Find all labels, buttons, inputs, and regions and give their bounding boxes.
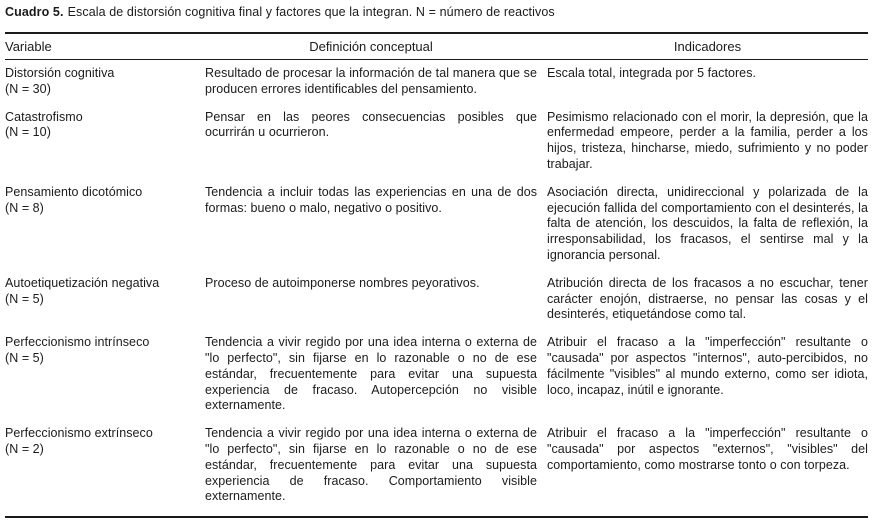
table-row xyxy=(5,110,868,173)
table-row xyxy=(5,426,868,505)
cell-indicadores: Asociación directa, unidireccional y polarizada de la ejecución fallida del comportamiento con el desinterés, la falta de atención, los descuidos, la falta de reflexión, la irresponsabilidad, los fracasos, el sentirse mal y la ignorancia personal. xyxy=(547,184,868,262)
cell-variable xyxy=(5,335,195,414)
table-row xyxy=(5,335,868,414)
cell-variable xyxy=(5,110,195,173)
variable-n: (N = 8) xyxy=(5,200,44,215)
variable-n: (N = 2) xyxy=(5,441,44,456)
table-caption xyxy=(5,0,868,20)
variable-n: (N = 30) xyxy=(5,81,51,96)
variable-n: (N = 5) xyxy=(5,291,44,306)
cell-variable xyxy=(5,185,195,264)
cell-indicadores: Atribuir el fracaso a la "imperfección" resultante o "causada" por aspectos "internos", auto-percibidos, no fácilmente "visibles" al mundo externo, como ser idiota, loco, incapaz, inútil e ignorante. xyxy=(547,335,868,397)
table-caption-text: Escala de distorsión cognitiva final y factores que la integran. N = número de reactivos xyxy=(67,5,555,19)
variable-name: Pensamiento dicotómico xyxy=(5,184,143,199)
cell-definicion: Resultado de procesar la información de tal manera que se producen errores identificables del pensamiento. xyxy=(205,66,537,96)
cell-definicion: Proceso de autoimponerse nombres peyorativos. xyxy=(205,275,480,290)
variable-name: Perfeccionismo extrínseco xyxy=(5,426,153,441)
column-header-variable: Variable xyxy=(5,39,52,54)
cell-indicadores: Escala total, integrada por 5 factores. xyxy=(547,66,757,80)
table-body xyxy=(5,60,868,516)
variable-name: Perfeccionismo intrínseco xyxy=(5,335,150,350)
table-header-row xyxy=(5,34,868,59)
variable-n: (N = 5) xyxy=(5,350,44,365)
column-header-definicion: Definición conceptual xyxy=(309,39,433,54)
cell-definicion: Tendencia a vivir regido por una idea interna o externa de "lo perfecto", sin fijarse en lo razonable o no de ese estándar, frecuentemente para evitar una supuesta experiencia de fracaso. Autopercepción no visible externamente. xyxy=(205,335,537,413)
cell-variable xyxy=(5,276,195,323)
table-row xyxy=(5,66,868,98)
cell-definicion: Tendencia a vivir regido por una idea interna o externa de "lo perfecto", sin fijarse en lo razonable o no de ese estándar, frecuentemente para evitar una supuesta experiencia de fracaso. Comportamiento visible externamente. xyxy=(205,426,537,504)
variable-n: (N = 10) xyxy=(5,125,51,140)
table-row xyxy=(5,276,868,323)
cell-definicion: Tendencia a incluir todas las experiencias en una de dos formas: bueno o malo, negativo o positivo. xyxy=(205,184,537,215)
table-row xyxy=(5,185,868,264)
variable-name: Distorsión cognitiva xyxy=(5,66,115,80)
cell-variable xyxy=(5,426,195,505)
variable-name: Catastrofismo xyxy=(5,109,83,124)
cell-definicion: Pensar en las peores consecuencias posibles que ocurrirán u ocurrieron. xyxy=(205,109,537,140)
column-header-indicadores: Indicadores xyxy=(673,39,742,54)
table-caption-label: Cuadro 5. xyxy=(5,5,64,19)
cell-variable xyxy=(5,66,195,98)
cell-indicadores: Pesimismo relacionado con el morir, la depresión, que la enfermedad empeore, perder a la familia, perder a los hijos, tristeza, hincharse, miedo, sufrimiento y no poder trabajar. xyxy=(547,109,868,171)
variable-name: Autoetiquetización negativa xyxy=(5,275,160,290)
table-bottom-rule xyxy=(5,516,868,518)
cell-indicadores: Atribución directa de los fracasos a no escuchar, tener carácter enojón, distraerse, no pensar las cosas y el desinterés, etiquetándose como tal. xyxy=(547,275,868,322)
cell-indicadores: Atribuir el fracaso a la "imperfección" resultante o "causada" por aspectos "externos", "visibles" del comportamiento, como mostrarse tonto o con torpeza. xyxy=(547,426,868,472)
